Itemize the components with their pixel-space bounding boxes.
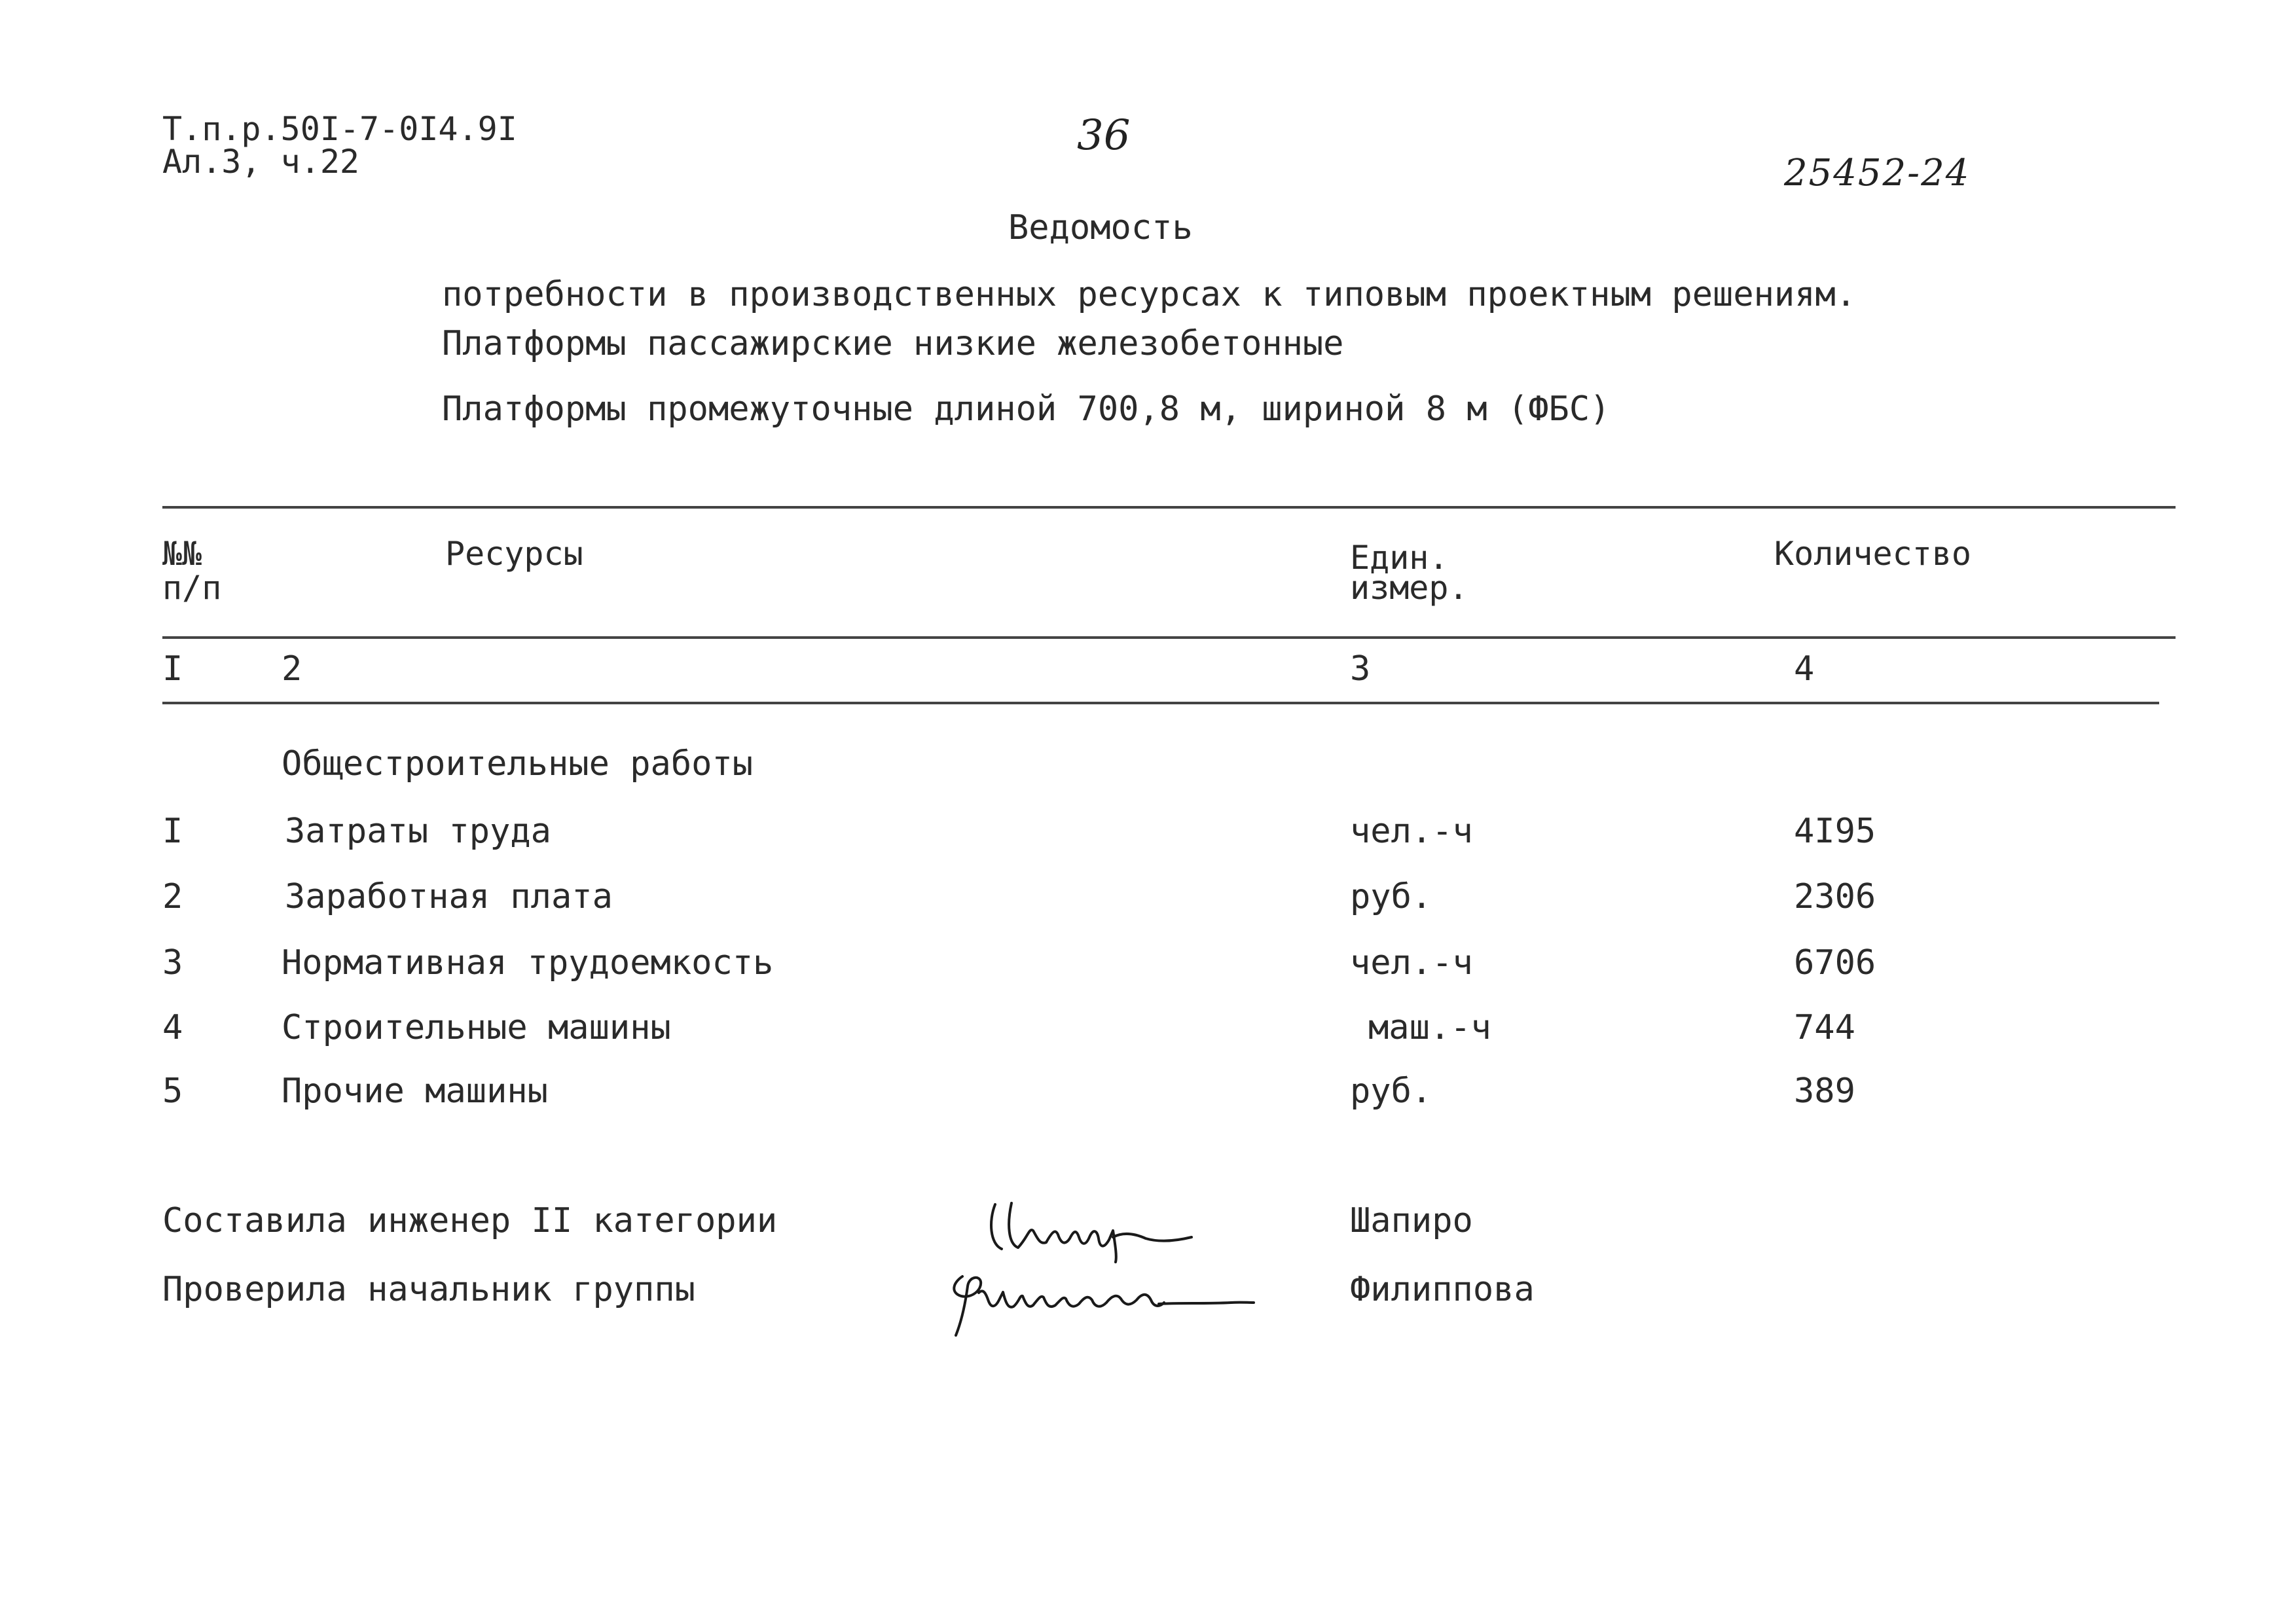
subtitle-line-3: Платформы промежуточные длиной 700,8 м, шириной 8 м (ФБС) <box>442 389 1611 429</box>
row-4-num: 4 <box>162 1008 183 1047</box>
signature-shapiro <box>982 1191 1205 1263</box>
compiled-by-label: Составила инженер II категории <box>162 1201 778 1240</box>
row-1-unit: чел.-ч <box>1350 812 1473 851</box>
table-header-rule <box>162 636 2176 639</box>
table-numbering-rule <box>162 702 2159 704</box>
header-quantity: Количество <box>1774 535 1972 573</box>
checked-by-label: Проверила начальник группы <box>162 1270 695 1309</box>
row-1-resource: Затраты труда <box>285 812 551 851</box>
row-4-resource: Строительные машины <box>282 1008 671 1047</box>
compiled-by-name: Шапиро <box>1350 1201 1473 1240</box>
row-5-num: 5 <box>162 1072 183 1111</box>
document-album: Ал.3, ч.22 <box>162 143 360 181</box>
subtitle-line-1: потребности в производственных ресурсах к типовым проектным решениям. <box>442 275 1857 314</box>
table-top-rule <box>162 506 2176 509</box>
column-number-2: 2 <box>282 649 302 689</box>
header-resource: Ресурсы <box>445 535 583 573</box>
column-number-1: I <box>162 649 183 689</box>
row-4-quantity: 744 <box>1794 1008 1855 1047</box>
document-code: Т.п.р.50I-7-0I4.9I <box>162 110 517 148</box>
row-3-resource: Нормативная трудоемкость <box>282 943 774 983</box>
header-unit-line2: измер. <box>1350 569 1468 607</box>
row-5-unit: руб. <box>1350 1072 1432 1111</box>
header-num-line1: №№ <box>162 535 202 573</box>
signature-filippova <box>943 1257 1257 1342</box>
row-4-unit: маш.-ч <box>1368 1008 1491 1047</box>
row-1-num: I <box>162 812 183 851</box>
row-3-num: 3 <box>162 943 183 983</box>
row-2-num: 2 <box>162 877 183 916</box>
section-heading: Общестроительные работы <box>282 744 754 784</box>
header-num-line2: п/п <box>162 569 222 607</box>
row-5-resource: Прочие машины <box>282 1072 548 1111</box>
row-2-unit: руб. <box>1350 877 1432 916</box>
row-2-resource: Заработная плата <box>285 877 613 916</box>
subtitle-line-2: Платформы пассажирские низкие железобетонные <box>442 324 1344 363</box>
header-unit-line1: Един. <box>1350 539 1449 577</box>
document-title: Ведомость <box>1008 208 1193 247</box>
column-number-3: 3 <box>1350 649 1371 689</box>
page-number: 36 <box>1077 111 1131 160</box>
checked-by-name: Филиппова <box>1350 1270 1535 1309</box>
row-3-unit: чел.-ч <box>1350 943 1473 983</box>
row-5-quantity: 389 <box>1794 1072 1855 1111</box>
row-1-quantity: 4I95 <box>1794 812 1876 851</box>
row-2-quantity: 2306 <box>1794 877 1876 916</box>
row-3-quantity: 6706 <box>1794 943 1876 983</box>
column-number-4: 4 <box>1794 649 1815 689</box>
document-number: 25452-24 <box>1784 152 1971 194</box>
